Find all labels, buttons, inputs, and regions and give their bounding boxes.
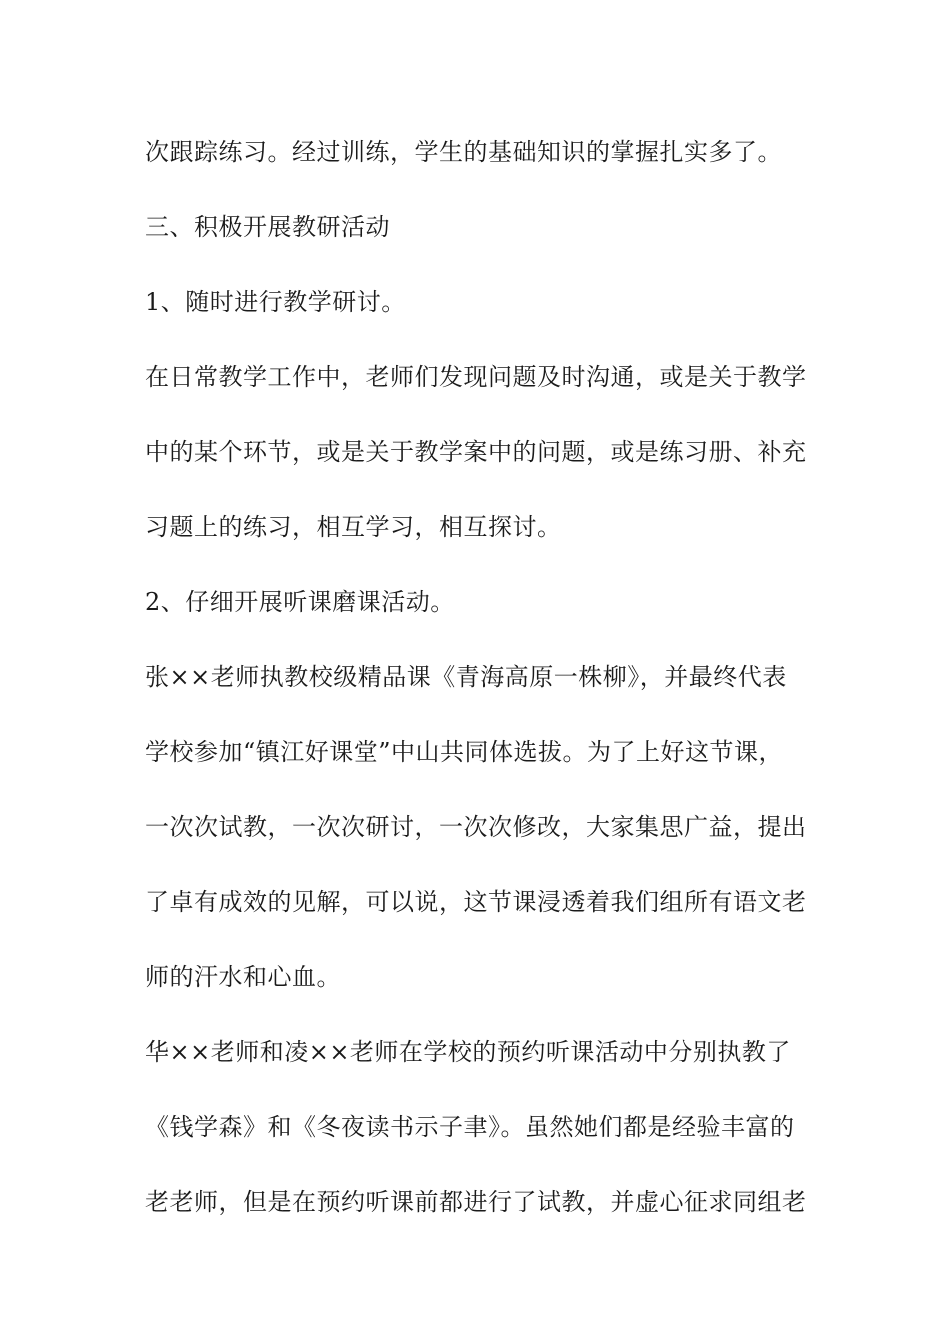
body-text-line: 《钱学森》和《冬夜读书示子聿》。虽然她们都是经验丰富的: [145, 1113, 795, 1141]
body-text-line: 次跟踪练习。经过训练，学生的基础知识的掌握扎实多了。: [145, 138, 782, 166]
body-text-line: 中的某个环节，或是关于教学案中的问题，或是练习册、补充: [145, 438, 807, 466]
body-text-line: 在日常教学工作中，老师们发现问题及时沟通，或是关于教学: [145, 363, 807, 391]
body-text-line: 老老师，但是在预约听课前都进行了试教，并虚心征求同组老: [145, 1188, 807, 1216]
body-text-line: 学校参加“镇江好课堂”中山共同体选拔。为了上好这节课，: [145, 738, 784, 766]
section-heading: 三、积极开展教研活动: [145, 213, 390, 241]
body-text-line: 一次次试教，一次次研讨，一次次修改，大家集思广益，提出: [145, 813, 807, 841]
subsection-heading: 2、仔细开展听课磨课活动。: [145, 588, 455, 616]
body-text-line: 张××老师执教校级精品课《青海高原一株柳》，并最终代表: [145, 663, 787, 691]
body-text-line: 了卓有成效的见解，可以说，这节课浸透着我们组所有语文老: [145, 888, 807, 916]
subsection-heading: 1、随时进行教学研讨。: [145, 288, 406, 316]
body-text-line: 师的汗水和心血。: [145, 963, 341, 991]
body-text-line: 习题上的练习，相互学习，相互探讨。: [145, 513, 562, 541]
body-text-line: 华××老师和凌××老师在学校的预约听课活动中分别执教了: [145, 1038, 791, 1066]
